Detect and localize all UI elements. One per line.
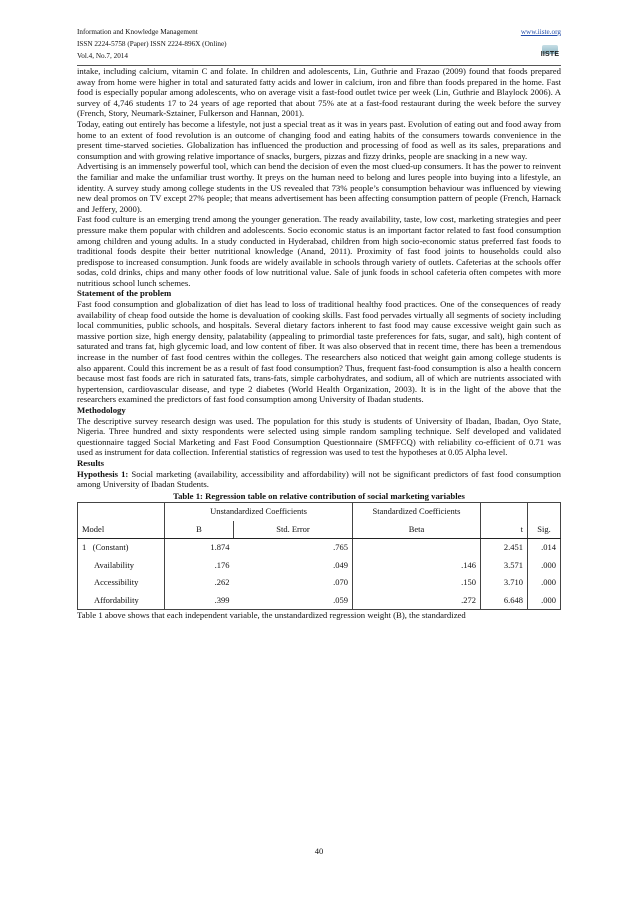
cell-sig: .000 [528, 557, 561, 575]
model-number: 1 [82, 542, 87, 553]
paragraph: The descriptive survey research design was used. The population for this study is students of University of Ibadan, Ibadan, Oyo State, Nigeria. Three hundred and sixty respondents were selected using simple random sampling technique. Self developed and validated questionnaire tagged Social Marketing and Fast Food Consumption Questionnaire (SMFFCQ) with reliability co-efficient of 0.71 was used as instrument for data collection. Inferential statistics of regression was used to test the hypotheses at 0.05 Alpha level. [77, 415, 561, 458]
regression-table [77, 502, 561, 610]
hypothesis-text: Social marketing (availability, accessibility and affordability) will not be significant predictors of fast food consumption among University of Ibadan Students. [77, 468, 561, 490]
col-t: t [481, 521, 528, 539]
journal-volume: Vol.4, No.7, 2014 [77, 52, 128, 61]
table-row [78, 592, 561, 610]
row-name: (Constant) [92, 542, 129, 553]
journal-issn: ISSN 2224-5758 (Paper) ISSN 2224-896X (Online) [77, 40, 227, 49]
header-unstandardized: Unstandardized Coefficients [165, 503, 353, 521]
journal-title: Information and Knowledge Management [77, 28, 198, 36]
cell-sig: .000 [528, 592, 561, 610]
page-number: 40 [314, 846, 324, 856]
table-row [78, 557, 561, 575]
cell-beta: .272 [353, 592, 481, 610]
iiste-logo [539, 45, 561, 61]
cell-std-error: .059 [234, 592, 353, 610]
table-row [78, 574, 561, 592]
row-name: Affordability [78, 592, 165, 610]
table-caption: Table 1: Regression table on relative contribution of social marketing variables [173, 490, 465, 501]
cell-b: 1.874 [165, 539, 234, 557]
page-header [77, 26, 561, 63]
section-heading-problem: Statement of the problem [77, 288, 172, 299]
section-heading-methodology: Methodology [77, 405, 126, 415]
paragraph: Advertising is an immensely powerful tool, which can bend the decision of even the most clued-up consumers. It has the power to reinvent the familiar and make the unfamiliar trust worthy. It preys on the human need to belong and lures people into buying into a lifestyle, an identity. A survey study among college students in the US revealed that 73% people’s consumption behaviour was influenced by viewing new deal promos on TV except 27% people; that means advertisement has been affecting consumption pattern of people (French, Harnack and Jeffery, 2000). [77, 161, 561, 214]
cell-sig: .014 [528, 539, 561, 557]
col-b: B [165, 521, 234, 539]
paragraph: Table 1 above shows that each independent variable, the unstandardized regression weight (B), the standardized [77, 610, 466, 621]
col-model: Model [78, 521, 165, 539]
col-beta: Beta [353, 521, 481, 539]
col-sig: Sig. [528, 521, 561, 539]
cell-std-error: .070 [333, 577, 348, 588]
cell-t: 3.571 [481, 557, 528, 575]
cell-sig: .000 [528, 574, 561, 592]
cell-std-error: .049 [333, 559, 348, 570]
cell-b: .176 [165, 557, 234, 575]
journal-url-link[interactable]: www.iiste.org [520, 28, 561, 36]
paragraph: intake, including calcium, vitamin C and folate. In children and adolescents, Lin, Guthrie and Frazao (2009) found that foods prepared away from home were higher in total and saturated fatty acids and lower in calcium, iron and fibre than foods prepared in the home. Fast food is especially popular among adolescents, who on average visit a fast-food outlet twice per week (Lin, Guthrie and Blaylock 2006). A survey of 4,746 students 17 to 24 years of age reported that about 75% ate at a fast-food restaurant during the week before the survey (French, Story, Neumark-Sztainer, Fulkerson and Hannan, 2001). [77, 66, 561, 119]
col-std-error: Std. Error [234, 521, 353, 539]
table-group-header-row [78, 503, 561, 521]
row-name: Accessibility [78, 574, 165, 592]
section-heading-results: Results [77, 457, 105, 468]
paragraph: Today, eating out entirely has become a lifestyle, not just a special treat as it was in years past. Evolution of eating out and food away from home to an extent of food revolution is an outcome of changing food and eating habits of the consumers towards convenience in the present time-starved societies. Globalization has influenced the production and processing of food as well as its sales, preparations and consumption and with growing relative importance of snacks, burgers, pizzas and fizzy drinks, people are snacking in a new way. [77, 118, 561, 161]
cell-std-error: .765 [333, 542, 348, 553]
cell-beta: .150 [353, 574, 481, 592]
table-column-header-row [78, 521, 561, 539]
logo-text: IISTE [540, 50, 560, 58]
cell-b: .262 [165, 574, 234, 592]
paragraph: Fast food culture is an emerging trend among the younger generation. The ready availability, taste, low cost, marketing strategies and peer pressure make them popular with children and adolescents. Socio economic status is an important factor related to fast food consumption among children and young adults. In a study conducted in Hyderabad, children from high socio-economic status preferred fast foods to traditional foods despite their better nutritional knowledge (Anand, 2011). Proximity of fast food joints to households could also predispose to increased consumption. Junk foods are widely available in schools through variety of outlets. Cafeterias at the schools offer sodas, cold drinks, chips and many other foods of low nutritional value. Sale of junk foods in school cafeteria often competes with more nutritious school lunch schemes. [77, 214, 561, 288]
header-standardized: Standardized Coefficients [353, 503, 481, 521]
cell-t: 2.451 [481, 539, 528, 557]
cell-b: .399 [165, 592, 234, 610]
cell-beta: .146 [353, 557, 481, 575]
row-name: Availability [78, 557, 165, 575]
article-body [77, 66, 561, 621]
paragraph: Fast food consumption and globalization of diet has lead to loss of traditional healthy food practices. One of the consequences of ready availability of cheap food outside the home is devaluation of cooking skills. Fast food pervades virtually all segments of society including local communities, public schools, and hospitals. Several dietary factors inherent to fast food may cause excessive weight gain such as massive portion size, high energy density, palatability (appealing to primordial taste preferences for fats, sugar, and salt), high content of saturated and trans fat, high glycemic load, and low content of fiber. It was also observed that in recent time, there has been a tremendous increase in the number of fast food centres within the colleges. The researchers also noticed that weight gain among college students is also apparent. Could this increment be as a result of fast food consumption? Thus, frequent fast-food consumption is also a health concern because most fast foods are rich in saturated fats, trans-fats, simple carbohydrates, and sodium, all of which are nutrients associated with hypertension, cardiovascular disease, and type 2 diabetes (World Health Organization, 2003). It is in the light of the above that the researchers examined the predictors of fast food consumption among University of Ibadan students. [77, 299, 561, 405]
cell-beta [353, 539, 481, 557]
cell-t: 3.710 [481, 574, 528, 592]
hypothesis-paragraph [77, 469, 561, 490]
hypothesis-label: Hypothesis 1: [77, 468, 129, 479]
cell-t: 6.648 [481, 592, 528, 610]
table-row [78, 539, 561, 557]
